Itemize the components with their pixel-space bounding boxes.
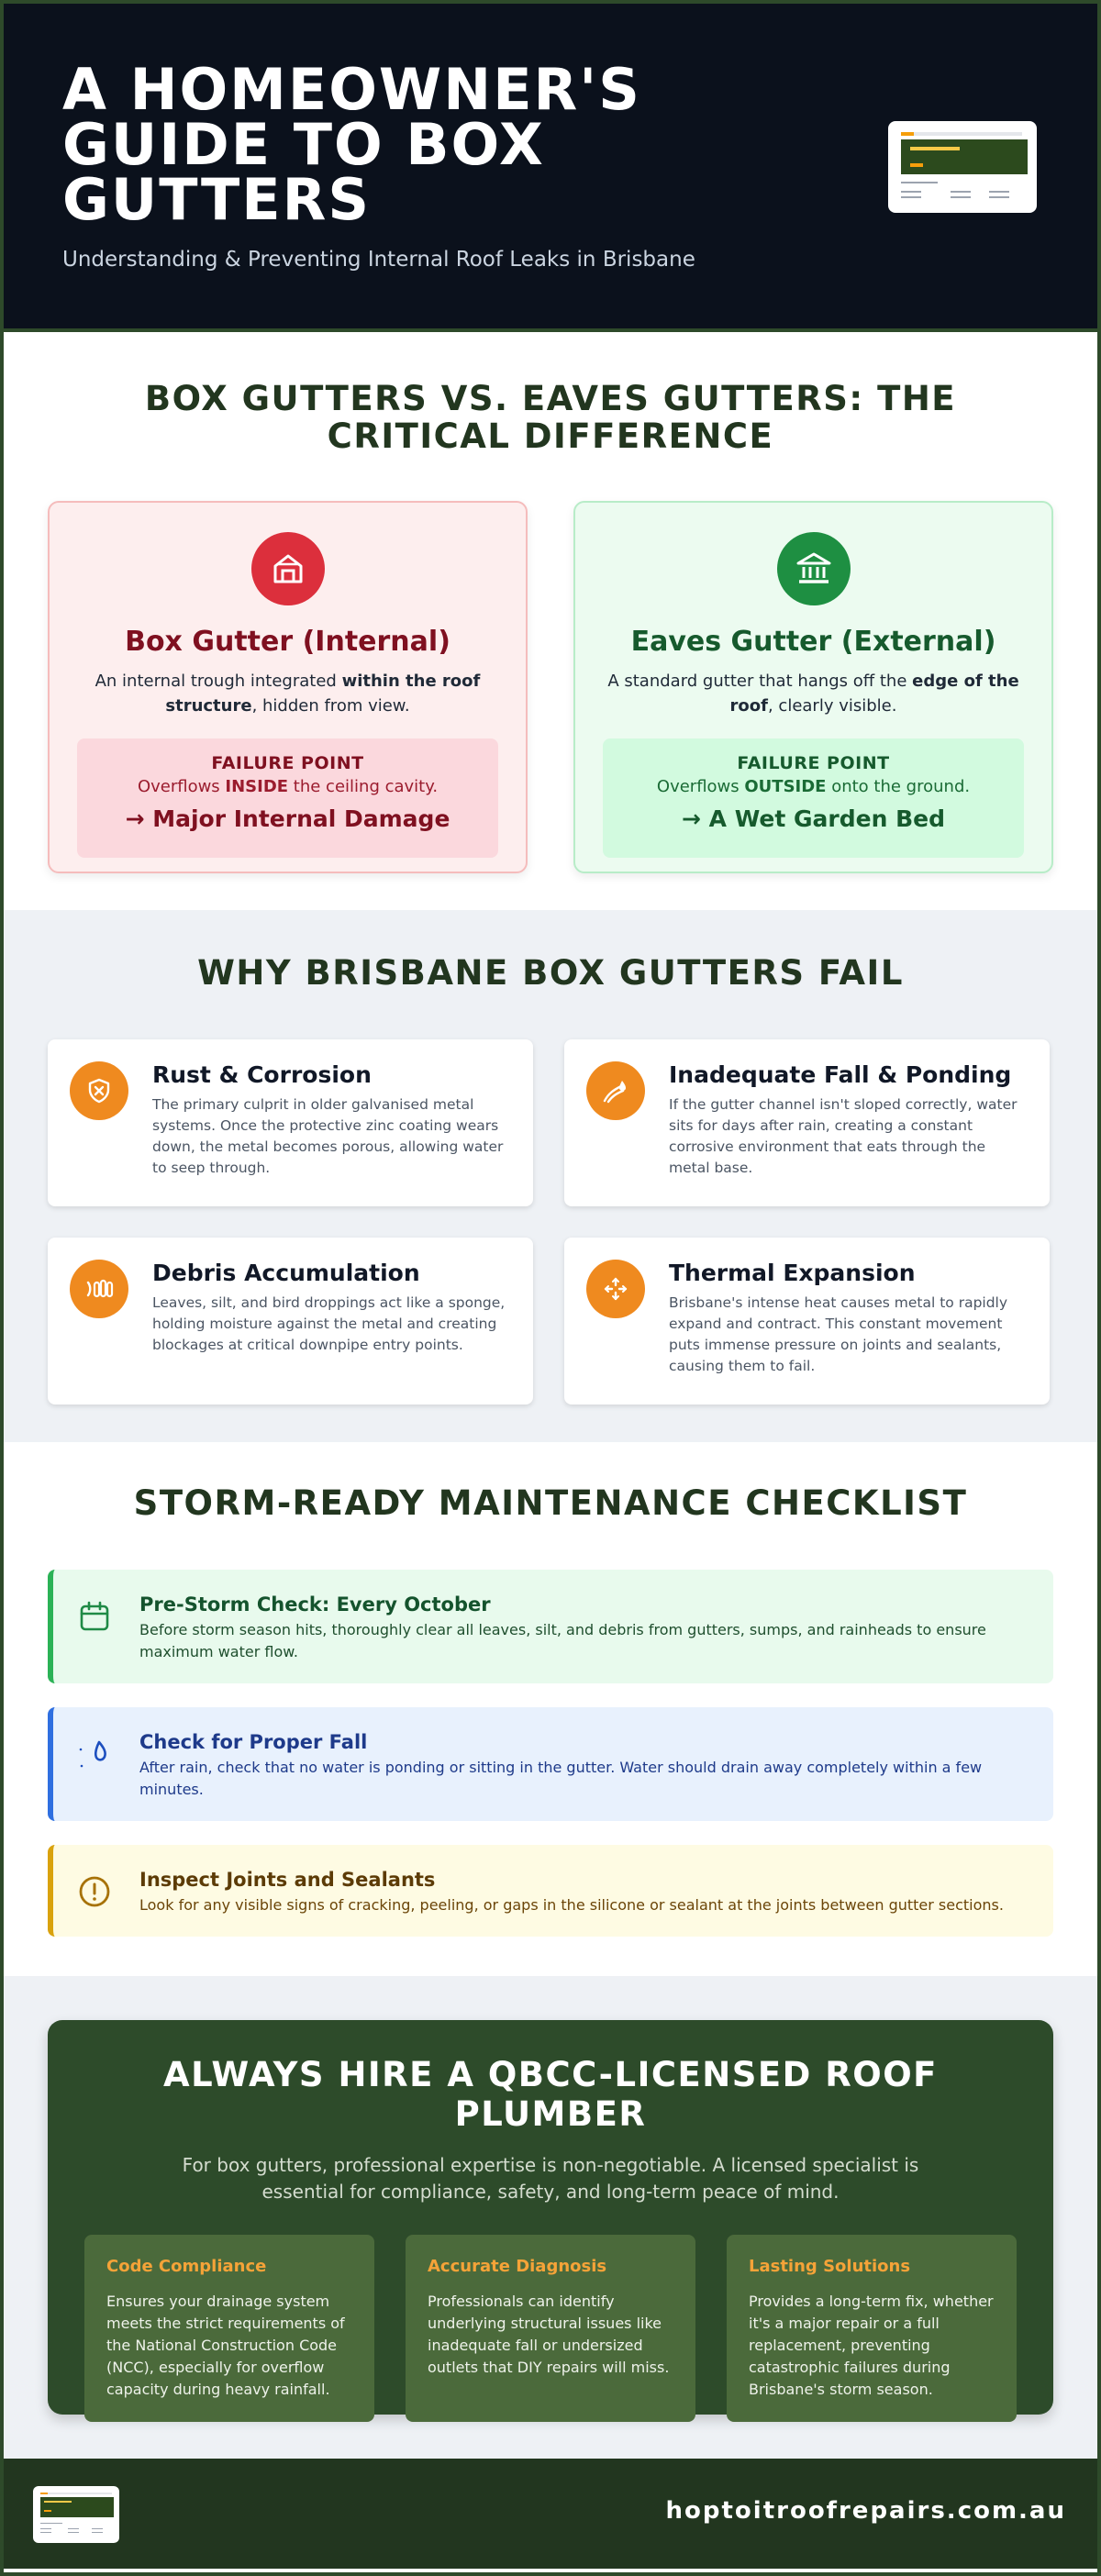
failure-card-debris <box>48 1238 533 1405</box>
calendar-icon <box>77 1599 112 1634</box>
failure-card-ponding <box>564 1039 1050 1206</box>
failure-card-text: The primary culprit in older galvanised metal systems. Once the protective zinc coating wears down, the metal becomes porous, allowing water to seep through. <box>152 1096 504 1176</box>
failure-card-title: Inadequate Fall & Ponding <box>669 1061 1012 1088</box>
failure-label: FAILURE POINT <box>211 753 364 773</box>
checklist-title: STORM-READY MAINTENANCE CHECKLIST <box>133 1483 968 1523</box>
cta-column-title: Lasting Solutions <box>749 2257 911 2276</box>
leaves-icon <box>70 1260 128 1318</box>
failure-text: Overflows OUTSIDE onto the ground. <box>656 777 971 796</box>
eaves-gutter-failure-point <box>603 738 1024 858</box>
comparison-title: BOX GUTTERS VS. EAVES GUTTERS: THE CRITICAL DIFFERENCE <box>144 379 957 456</box>
failure-card-rust <box>48 1039 533 1206</box>
website-thumbnail-icon <box>888 121 1037 213</box>
checklist-item-title: Inspect Joints and Sealants <box>139 1869 436 1891</box>
failure-card-text: If the gutter channel isn't sloped correctly, water sits for days after rain, creating a constant corrosive environment that eats through the metal base. <box>669 1096 1018 1176</box>
box-gutter-title: Box Gutter (Internal) <box>125 626 450 658</box>
failure-label: FAILURE POINT <box>737 753 890 773</box>
cta-column-title: Accurate Diagnosis <box>428 2257 607 2276</box>
eaves-gutter-card <box>573 501 1053 873</box>
box-gutter-failure-point <box>77 738 498 858</box>
cta-column-text: Ensures your drainage system meets the strict requirements of the National Construction Code (NCC), especially for overflow capacity during heavy rainfall. <box>106 2293 345 2398</box>
failure-card-title: Thermal Expansion <box>669 1260 916 1286</box>
page-title: A HOMEOWNER'S GUIDE TO BOX GUTTERS <box>62 56 641 233</box>
cta-title: ALWAYS HIRE A QBCC-LICENSED ROOF PLUMBER <box>163 2055 938 2134</box>
failure-card-title: Rust & Corrosion <box>152 1061 372 1088</box>
cta-column-text: Professionals can identify underlying structural issues like inadequate fall or undersized outlets that DIY repairs will miss. <box>428 2293 670 2376</box>
website-url[interactable]: hoptoitroofrepairs.com.au <box>665 2497 1066 2525</box>
cta-column-accurate-diagnosis <box>406 2235 695 2422</box>
eaves-gutter-description: A standard gutter that hangs off the edge of the roof, clearly visible. <box>607 672 1019 716</box>
box-gutter-description: An internal trough integrated within the roof structure, hidden from view. <box>95 672 481 716</box>
cta-subtitle: For box gutters, professional expertise is non-negotiable. A licensed specialist is essential for compliance, safety, and long-term peace of mind. <box>182 2154 919 2203</box>
failure-result: → Major Internal Damage <box>125 805 450 832</box>
comparison-section <box>4 332 1097 910</box>
checklist-item-title: Pre-Storm Check: Every October <box>139 1593 491 1616</box>
checklist-item-text: Look for any visible signs of cracking, peeling, or gaps in the silicone or sealant at the joints between gutter sections. <box>139 1896 1004 1914</box>
failure-text: Overflows INSIDE the ceiling cavity. <box>137 777 439 796</box>
expand-arrows-icon <box>586 1260 645 1318</box>
checklist-item-fall <box>48 1707 1053 1821</box>
checklist-item-text: Before storm season hits, thoroughly clear all leaves, silt, and debris from gutters, sumps, and rainheads to ensure maximum water flow. <box>139 1621 986 1660</box>
failure-card-thermal <box>564 1238 1050 1405</box>
page-subtitle: Understanding & Preventing Internal Roof Leaks in Brisbane <box>62 248 695 272</box>
checklist-item-joints <box>48 1845 1053 1937</box>
failure-card-title: Debris Accumulation <box>152 1260 420 1286</box>
water-drop-icon <box>77 1737 112 1771</box>
alert-circle-icon <box>77 1874 112 1909</box>
failure-result: → A Wet Garden Bed <box>682 805 945 832</box>
website-thumbnail-icon <box>33 2486 119 2543</box>
hero-banner <box>4 4 1097 332</box>
checklist-item-text: After rain, check that no water is ponding or sitting in the gutter. Water should drain away completely within a few minutes. <box>139 1759 983 1798</box>
cta-column-text: Provides a long-term fix, whether it's a major repair or a full replacement, preventing catastrophic failures during Brisbane's storm season. <box>749 2293 994 2398</box>
footer <box>4 2459 1097 2569</box>
building-columns-icon <box>777 532 851 605</box>
checklist-item-title: Check for Proper Fall <box>139 1731 368 1753</box>
eaves-gutter-title: Eaves Gutter (External) <box>630 626 996 658</box>
cta-panel <box>48 2020 1053 2415</box>
failure-card-text: Leaves, silt, and bird droppings act like a sponge, holding moisture against the metal and creating blockages at critical downpipe entry points. <box>152 1294 506 1353</box>
box-gutter-card <box>48 501 528 873</box>
checklist-section <box>4 1442 1097 1976</box>
cta-section <box>4 1976 1097 2459</box>
failure-card-text: Brisbane's intense heat causes metal to rapidly expand and contract. This constant movement puts immense pressure on joints and sealants, causing them to fail. <box>669 1294 1008 1374</box>
water-flow-icon <box>586 1061 645 1120</box>
checklist-item-pre-storm <box>48 1570 1053 1683</box>
cta-column-lasting-solutions <box>727 2235 1017 2422</box>
failures-title: WHY BRISBANE BOX GUTTERS FAIL <box>197 953 904 993</box>
cta-column-code-compliance <box>84 2235 374 2422</box>
house-icon <box>251 532 325 605</box>
cta-column-title: Code Compliance <box>106 2257 267 2276</box>
shield-x-icon <box>70 1061 128 1120</box>
failures-section <box>4 910 1097 1442</box>
